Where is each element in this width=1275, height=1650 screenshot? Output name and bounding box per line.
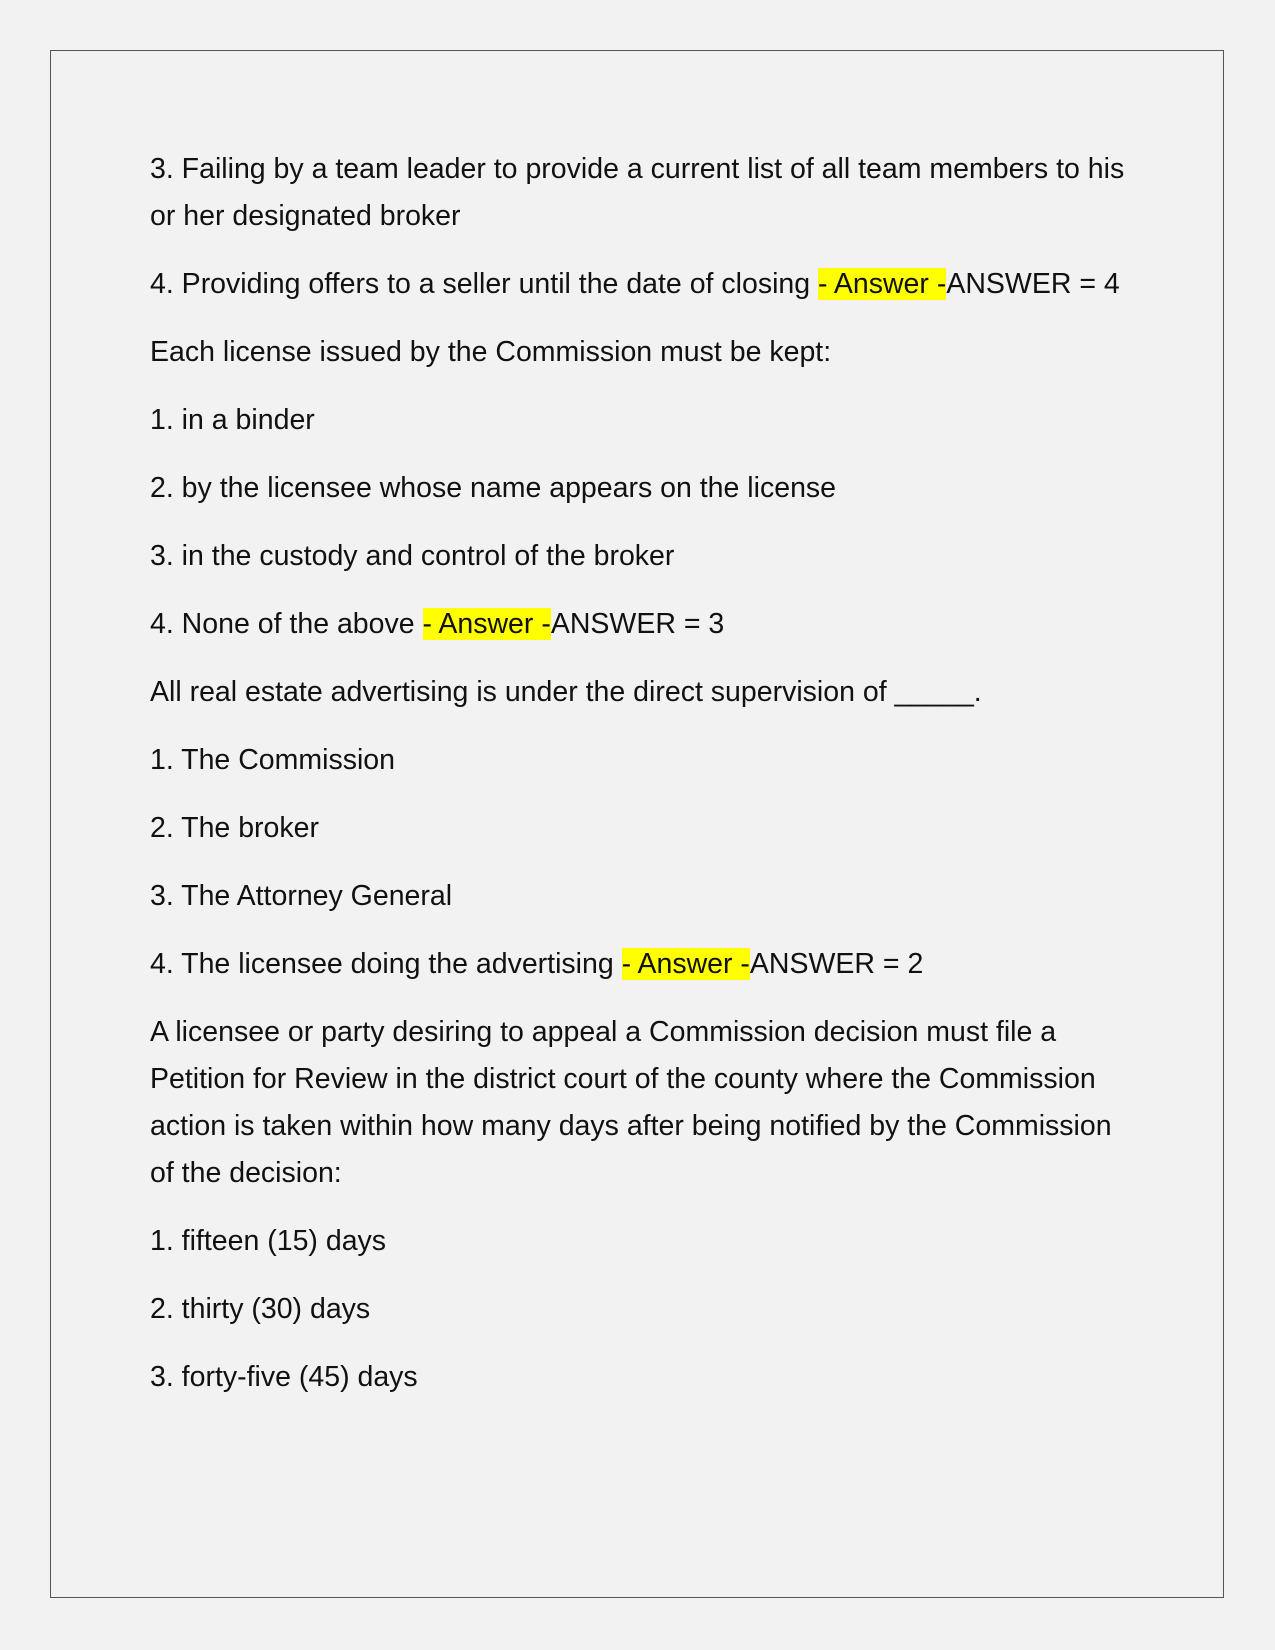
paragraph-text: 2. thirty (30) days <box>150 1293 371 1325</box>
paragraph-text: Each license issued by the Commission must be kept: <box>150 336 832 368</box>
option-line <box>150 465 1140 512</box>
option-line <box>150 1354 1140 1401</box>
answer-value: ANSWER = 4 <box>946 268 1120 300</box>
answer-line <box>150 941 1140 988</box>
answer-highlight: - Answer - <box>422 608 551 640</box>
paragraph-text: 4. Providing offers to a seller until the date of closing <box>150 268 819 300</box>
paragraph-text: 1. fifteen (15) days <box>150 1225 387 1257</box>
option-line <box>150 873 1140 920</box>
answer-line <box>150 601 1140 648</box>
paragraph-text: All real estate advertising is under the direct supervision of _____. <box>150 676 982 708</box>
option-line <box>150 737 1140 784</box>
option-line <box>150 1218 1140 1265</box>
option-line <box>150 1286 1140 1333</box>
paragraph-text: 2. The broker <box>150 812 319 844</box>
paragraph-text: 2. by the licensee whose name appears on the license <box>150 472 837 504</box>
document-content <box>150 146 1140 1422</box>
question-text <box>150 669 1140 716</box>
answer-value: ANSWER = 2 <box>749 948 924 980</box>
paragraph-text: 1. in a binder <box>150 404 315 436</box>
paragraph-text: 4. The licensee doing the advertising <box>150 948 622 980</box>
question-text <box>150 1009 1140 1197</box>
paragraph <box>150 146 1140 240</box>
option-line <box>150 533 1140 580</box>
paragraph-text: 3. forty-five (45) days <box>150 1361 418 1393</box>
answer-highlight: - Answer - <box>621 948 750 980</box>
answer-highlight: - Answer - <box>818 268 947 300</box>
answer-line <box>150 261 1140 308</box>
paragraph-text: 3. The Attorney General <box>150 880 453 912</box>
paragraph-text: 3. in the custody and control of the broker <box>150 540 675 572</box>
paragraph-text: A licensee or party desiring to appeal a Commission decision must file a Petition for Review in the district court of the county where the Commission action is taken within how many days after being notified by the Commission of the decision: <box>150 1016 1112 1189</box>
paragraph-text: 1. The Commission <box>150 744 395 776</box>
paragraph-text: 3. Failing by a team leader to provide a current list of all team members to his or her designated broker <box>150 153 1125 232</box>
question-text <box>150 329 1140 376</box>
answer-value: ANSWER = 3 <box>550 608 725 640</box>
paragraph-text: 4. None of the above <box>150 608 423 640</box>
option-line <box>150 805 1140 852</box>
option-line <box>150 397 1140 444</box>
